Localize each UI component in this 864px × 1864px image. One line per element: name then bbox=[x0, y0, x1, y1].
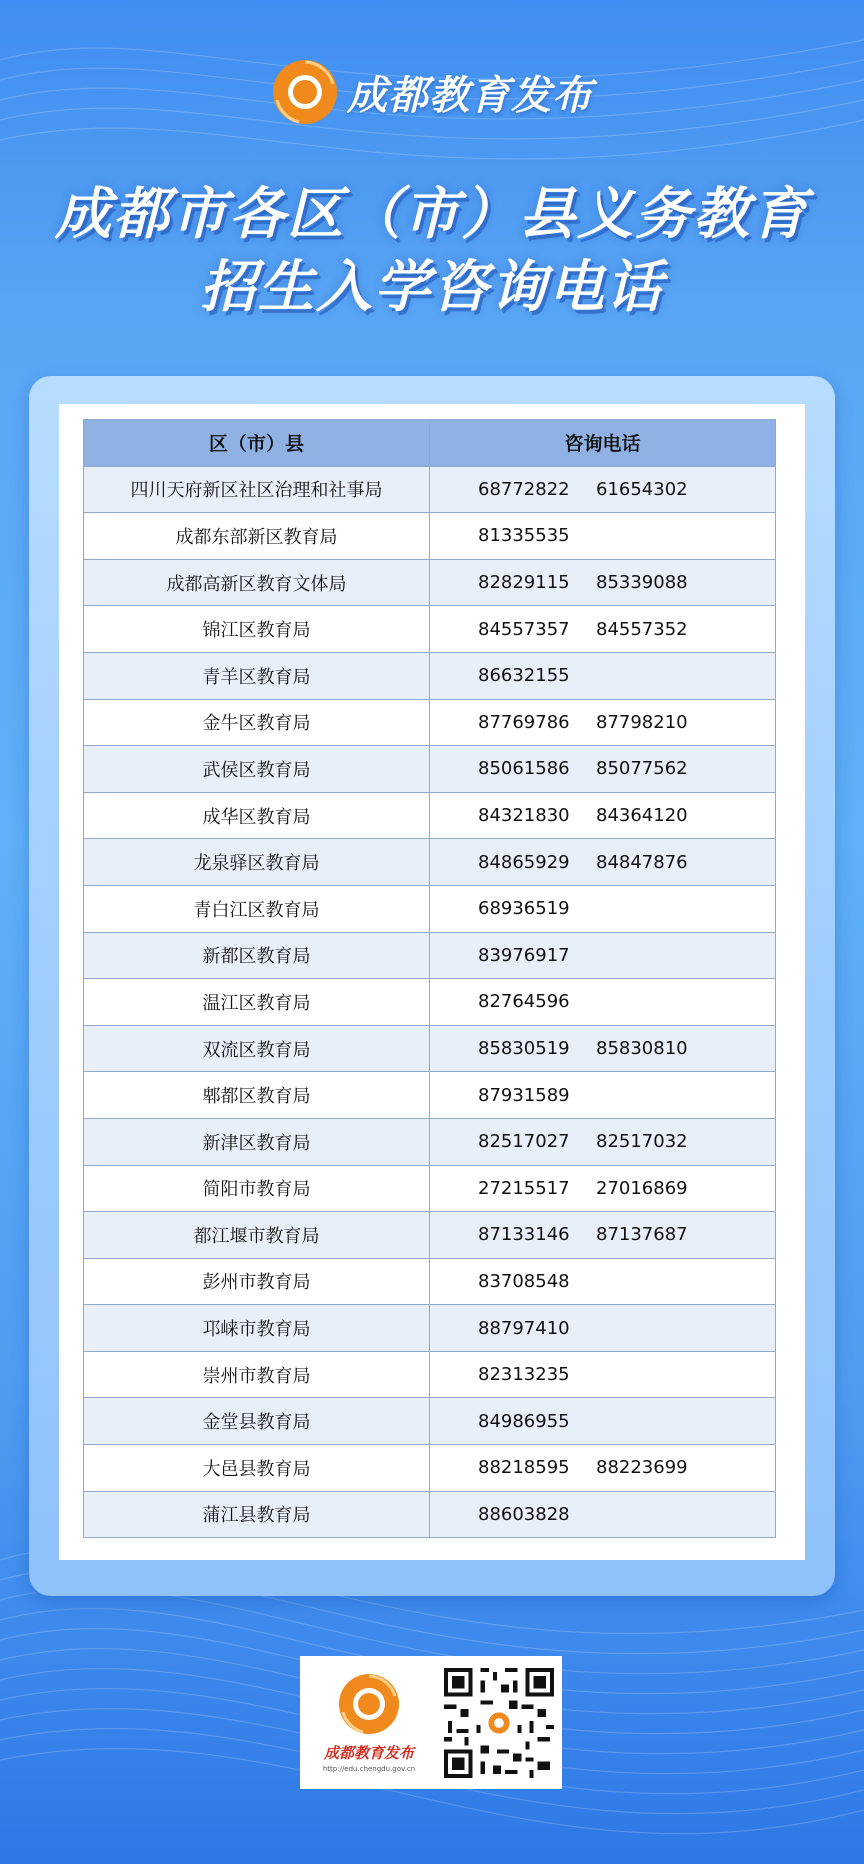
phone-cell bbox=[430, 699, 776, 746]
page-title-line2: 招生入学咨询电话 bbox=[200, 255, 664, 320]
phone-number: 82313235 bbox=[478, 1364, 570, 1386]
phone-cell bbox=[430, 513, 776, 560]
logo-icon bbox=[337, 1672, 401, 1736]
district-name-cell: 金牛区教育局 bbox=[84, 699, 430, 746]
footer-brand-url: http://edu.chengdu.gov.cn bbox=[322, 1765, 416, 1773]
phone-number: 83976917 bbox=[478, 944, 570, 966]
table-row bbox=[84, 885, 776, 932]
table-row bbox=[84, 932, 776, 979]
table-row bbox=[84, 1118, 776, 1165]
district-name-cell: 崇州市教育局 bbox=[84, 1351, 430, 1398]
phone-number: 88797410 bbox=[478, 1317, 570, 1339]
phone-number: 85830810 bbox=[596, 1038, 688, 1060]
phone-number: 84557352 bbox=[596, 618, 688, 640]
qr-code-icon[interactable] bbox=[440, 1664, 558, 1782]
phone-cell bbox=[430, 652, 776, 699]
table-row bbox=[84, 1212, 776, 1259]
column-header-phone: 咨询电话 bbox=[430, 420, 776, 467]
table-row bbox=[84, 746, 776, 793]
phone-cell bbox=[430, 839, 776, 886]
table-row bbox=[84, 606, 776, 653]
phone-cell bbox=[430, 979, 776, 1026]
phone-number: 88218595 bbox=[478, 1457, 570, 1479]
phone-number: 27215517 bbox=[478, 1177, 570, 1199]
phone-number: 87769786 bbox=[478, 711, 570, 733]
district-name-cell: 彭州市教育局 bbox=[84, 1258, 430, 1305]
phone-number: 84865929 bbox=[478, 851, 570, 873]
phone-number: 88603828 bbox=[478, 1503, 570, 1525]
phone-cell bbox=[430, 606, 776, 653]
phone-cell bbox=[430, 1118, 776, 1165]
table-row bbox=[84, 513, 776, 560]
phone-number: 87798210 bbox=[596, 711, 688, 733]
phone-cell bbox=[430, 1165, 776, 1212]
column-header-district: 区（市）县 bbox=[84, 420, 430, 467]
page-title-line1: 成都市各区（市）县义务教育 bbox=[55, 182, 809, 247]
phone-cell bbox=[430, 1491, 776, 1538]
district-name-cell: 双流区教育局 bbox=[84, 1025, 430, 1072]
district-name-cell: 简阳市教育局 bbox=[84, 1165, 430, 1212]
district-name-cell: 成华区教育局 bbox=[84, 792, 430, 839]
phone-number: 85077562 bbox=[596, 758, 688, 780]
district-name-cell: 青羊区教育局 bbox=[84, 652, 430, 699]
table-row bbox=[84, 1258, 776, 1305]
table-row bbox=[84, 466, 776, 513]
district-name-cell: 新都区教育局 bbox=[84, 932, 430, 979]
phone-number: 84364120 bbox=[596, 805, 688, 827]
phone-number: 82517032 bbox=[596, 1131, 688, 1153]
phone-number: 88223699 bbox=[596, 1457, 688, 1479]
district-name-cell: 武侯区教育局 bbox=[84, 746, 430, 793]
table-row bbox=[84, 1351, 776, 1398]
phone-number: 84847876 bbox=[596, 851, 688, 873]
table-row bbox=[84, 1025, 776, 1072]
phone-number: 84986955 bbox=[478, 1410, 570, 1432]
phone-number: 87133146 bbox=[478, 1224, 570, 1246]
phone-number: 85830519 bbox=[478, 1038, 570, 1060]
district-name-cell: 邛崃市教育局 bbox=[84, 1305, 430, 1352]
table-row bbox=[84, 839, 776, 886]
district-name-cell: 四川天府新区社区治理和社事局 bbox=[84, 466, 430, 513]
phone-cell bbox=[430, 1212, 776, 1259]
district-name-cell: 成都高新区教育文体局 bbox=[84, 559, 430, 606]
district-name-cell: 蒲江县教育局 bbox=[84, 1491, 430, 1538]
contact-table bbox=[83, 419, 776, 1538]
table-row bbox=[84, 1305, 776, 1352]
footer-brand bbox=[300, 1672, 438, 1773]
phone-cell bbox=[430, 1398, 776, 1445]
district-name-cell: 新津区教育局 bbox=[84, 1118, 430, 1165]
phone-number: 84321830 bbox=[478, 805, 570, 827]
phone-cell bbox=[430, 746, 776, 793]
phone-cell bbox=[430, 466, 776, 513]
phone-number: 84557357 bbox=[478, 618, 570, 640]
district-name-cell: 青白江区教育局 bbox=[84, 885, 430, 932]
table-row bbox=[84, 979, 776, 1026]
table-row bbox=[84, 792, 776, 839]
district-name-cell: 锦江区教育局 bbox=[84, 606, 430, 653]
logo-icon bbox=[271, 58, 339, 126]
table-row bbox=[84, 1445, 776, 1492]
phone-number: 81335535 bbox=[478, 525, 570, 547]
phone-number: 85339088 bbox=[596, 572, 688, 594]
phone-cell bbox=[430, 1445, 776, 1492]
phone-cell bbox=[430, 559, 776, 606]
table-row bbox=[84, 652, 776, 699]
phone-cell bbox=[430, 1025, 776, 1072]
phone-number: 85061586 bbox=[478, 758, 570, 780]
phone-number: 82829115 bbox=[478, 572, 570, 594]
footer-brand-name: 成都教育发布 bbox=[323, 1744, 414, 1762]
phone-cell bbox=[430, 1351, 776, 1398]
phone-number: 68936519 bbox=[478, 898, 570, 920]
phone-number: 86632155 bbox=[478, 665, 570, 687]
phone-number: 82517027 bbox=[478, 1131, 570, 1153]
phone-cell bbox=[430, 792, 776, 839]
table-row bbox=[84, 699, 776, 746]
district-name-cell: 龙泉驿区教育局 bbox=[84, 839, 430, 886]
district-name-cell: 郫都区教育局 bbox=[84, 1072, 430, 1119]
phone-cell bbox=[430, 1305, 776, 1352]
table-row bbox=[84, 1491, 776, 1538]
footer-brand-box bbox=[300, 1656, 562, 1789]
district-name-cell: 都江堰市教育局 bbox=[84, 1212, 430, 1259]
phone-number: 83708548 bbox=[478, 1270, 570, 1292]
table-row bbox=[84, 559, 776, 606]
brand-name: 成都教育发布 bbox=[347, 72, 593, 119]
phone-number: 27016869 bbox=[596, 1177, 688, 1199]
phone-number: 61654302 bbox=[596, 478, 688, 500]
phone-number: 87137687 bbox=[596, 1224, 688, 1246]
phone-number: 87931589 bbox=[478, 1084, 570, 1106]
phone-cell bbox=[430, 932, 776, 979]
table-row bbox=[84, 1072, 776, 1119]
table-row bbox=[84, 1165, 776, 1212]
district-name-cell: 金堂县教育局 bbox=[84, 1398, 430, 1445]
phone-number: 82764596 bbox=[478, 991, 570, 1013]
phone-cell bbox=[430, 1258, 776, 1305]
district-name-cell: 成都东部新区教育局 bbox=[84, 513, 430, 560]
phone-cell bbox=[430, 885, 776, 932]
district-name-cell: 大邑县教育局 bbox=[84, 1445, 430, 1492]
phone-number: 68772822 bbox=[478, 478, 570, 500]
district-name-cell: 温江区教育局 bbox=[84, 979, 430, 1026]
brand-header bbox=[0, 58, 864, 126]
phone-cell bbox=[430, 1072, 776, 1119]
table-row bbox=[84, 1398, 776, 1445]
